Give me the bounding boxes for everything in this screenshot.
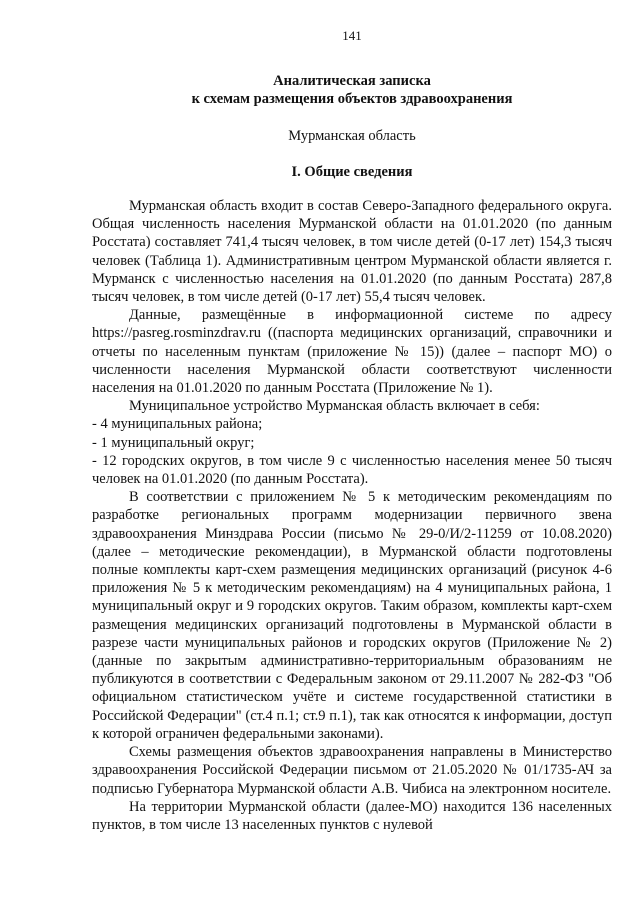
list-item: - 4 муниципальных района; bbox=[92, 416, 263, 433]
list-item: - 12 городских округов, в том числе 9 с численностью населения менее 50 тысяч человек на 01.01.2020 (по данным Росстата). bbox=[92, 452, 612, 488]
paragraph-schemes-sent: Схемы размещения объектов здравоохранения направлены в Министерство здравоохранения Российской Федерации письмом от 21.05.2020 № 01/1735-АЧ за подписью Губернатора Мурманской области А.В. Чибиса на электронном носителе. bbox=[92, 744, 612, 797]
page-number: 141 bbox=[342, 28, 362, 43]
document-body bbox=[92, 197, 612, 834]
paragraph-map-schemes: В соответствии с приложением № 5 к методическим рекомендациям по разработке региональных программ модернизации первичного звена здравоохранения Минздрава России (письмо № 29-0/И/2-11259 от 10.08.2020) (далее – методические рекомендации), в Мурманской области подготовлены полные комплекты карт-схем размещения медицинских организаций (рисунок 4-6 приложения № 5 к методическим рекомендациям) на 4 муниципальных района, 1 муниципальный округ и 9 городских округов. Таким образом, комплекты карт-схем размещения медицинских организаций подготовлены в Мурманской области в разрезе части муниципальных районов и городских округов (Приложение № 2) (данные по закрытым административно-территориальным образованиям не публикуются в соответствии с Федеральным законом от 29.11.2007 № 282-ФЗ "Об официальном статистическом учёте и системе государственной статистики в Российской Федерации" (ст.4 п.1; ст.9 п.1), так как относятся к информации, доступ к которой ограничен федеральными законами). bbox=[92, 489, 612, 742]
paragraph-municipal-structure: Муниципальное устройство Мурманская область включает в себя: bbox=[129, 398, 540, 415]
document-title-line-1: Аналитическая записка bbox=[273, 73, 431, 89]
section-heading: I. Общие сведения bbox=[291, 164, 413, 180]
paragraph-settlements: На территории Мурманской области (далее-МО) находится 136 населенных пунктов, в том числе 13 населенных пунктов с нулевой bbox=[92, 798, 612, 833]
paragraph-passport-data: Данные, размещённые в информационной системе по адресу https://pasreg.rosminzdrav.ru ((паспорта медицинских организаций, справочники и отчеты по населенным пунктам (приложение № 15)) (далее – паспорт МО) о численности населения Мурманской области соответствуют численности населения на 01.01.2020 по данным Росстата (Приложение № 1). bbox=[92, 307, 612, 397]
region-name: Мурманская область bbox=[288, 128, 416, 144]
list-item: - 1 муниципальный округ; bbox=[92, 434, 255, 451]
paragraph-overview: Мурманская область входит в состав Северо-Западного федерального округа. Общая численность населения Мурманской области на 01.01.2020 (по данным Росстата) составляет 741,4 тысяч человек, в том числе детей (0-17 лет) 154,3 тысяч человек (Таблица 1). Административным центром Мурманской области является г. Мурманск с численностью населения на 01.01.2020 (по данным Росстата) 287,8 тысяч человек, в том числе детей (0-17 лет) 55,4 тысяч человек. bbox=[92, 198, 612, 306]
document-title-line-2: к схемам размещения объектов здравоохранения bbox=[191, 91, 513, 107]
document-page bbox=[92, 28, 612, 834]
